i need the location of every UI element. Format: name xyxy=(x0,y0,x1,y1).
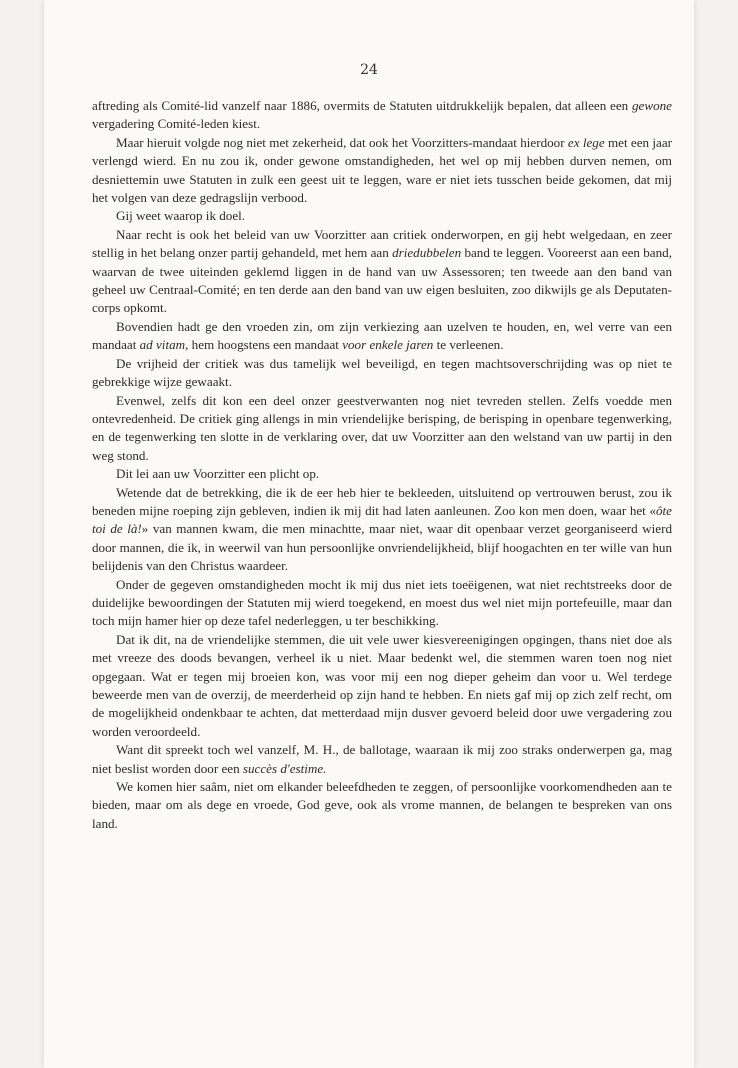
paragraph xyxy=(92,741,672,778)
text-run: Wetende dat de betrekking, die ik de eer heb hier te bekleeden, uitsluitend op vertrouwen berust, zou ik beneden mijne roeping zijn gebleven, indien ik mij dit had laten aanleunen. Zoo kon men doen, waar het « xyxy=(92,484,672,518)
italic-run: voor enkele jaren xyxy=(342,337,434,353)
paragraph xyxy=(92,355,672,392)
body-text xyxy=(92,97,672,833)
text-run: Naar recht is ook het beleid van uw Voorzitter aan critiek onderworpen, en gij hebt welgedaan, en zeer stellig in het belang onzer partij gehandeld, met hem aan xyxy=(92,226,672,261)
text-run: Evenwel, zelfs dit kon een deel onzer geestverwanten nog niet tevreden stellen. Zelfs voedde men ontevredenheid. De critiek ging allengs in min vriendelijke berisping, de berisping in openbare tegenwerking, en de tegenwerking ten slotte in de verklaring over, dat uw Voorzitter aan den welstand van uw partij in den weg stond. xyxy=(92,392,672,463)
paragraph xyxy=(92,134,672,208)
italic-run: driedubbelen xyxy=(392,245,462,261)
text-run: Gij weet waarop ik doel. xyxy=(116,208,246,224)
page-number: 24 xyxy=(360,62,378,78)
paragraph xyxy=(92,778,672,833)
text-run: te verleenen. xyxy=(433,337,504,353)
italic-run: succès d'estime. xyxy=(242,760,327,776)
text-run: Dat ik dit, na de vriendelijke stemmen, die uit vele uwer kiesvereenigingen opgingen, thans niet doe als met vreeze des doods bevangen, verheel ik u niet. Maar bedenkt wel, die stemmen waren toen nog niet opgegaan. Wat er tegen mij broeien kon, was voor mij een nog dieper geheim dan voor u. Wel terdege beweerde men van de overzij, de meerderheid op zijn hand te hebben. En niets gaf mij op zich zelf recht, om de mogelijkheid ondenkbaar te achten, dat metterdaad mijn dusver gevoerd beleid door uwe vergadering zou worden veroordeeld. xyxy=(92,631,672,739)
paragraph xyxy=(92,392,672,466)
paragraph xyxy=(92,226,672,318)
text-run: band te leggen. Vooreerst aan een band, waarvan de twee uiteinden geklemd liggen in de hand van uw Assessoren; ten tweede aan den band van geheel uw Centraal-Comité; en ten derde aan den band van uw eigen besluiten, zoo dikwijls ge als Deputaten-corps opkomt. xyxy=(92,245,672,316)
italic-run: ex lege xyxy=(567,134,605,150)
text-run: , hem hoogstens een mandaat xyxy=(185,337,343,353)
paragraph xyxy=(92,318,672,355)
italic-run: gewone xyxy=(632,98,672,113)
text-run: De vrijheid der critiek was dus tamelijk wel beveiligd, en tegen machtsoverschrijding was op niet te gebrekkige wijze gewaakt. xyxy=(92,355,672,390)
paragraph xyxy=(92,207,672,225)
text-run: Want dit spreekt toch wel vanzelf, M. H., de ballotage, waaraan ik mij zoo straks onderwerpen ga, mag niet beslist worden door een xyxy=(92,742,672,776)
text-run: aftreding als Comité-lid vanzelf naar 1886, overmits de Statuten uitdrukkelijk bepalen, dat alleen een xyxy=(92,98,632,113)
text-run: Bovendien hadt ge den vroeden zin, om zijn verkiezing aan uzelven te houden, en, wel verre van een mandaat xyxy=(92,318,672,353)
text-run: Dit lei aan uw Voorzitter een plicht op. xyxy=(116,466,320,482)
text-run: We komen hier saâm, niet om elkander beleefdheden te zeggen, of persoonlijke voorkomendheden aan te bieden, maar om als dege en vroede, God geve, ook als vrome mannen, de belangen te bespreken van ons land. xyxy=(92,779,672,831)
italic-run: ad vitam xyxy=(139,337,186,353)
text-run: » van mannen kwam, die men minachtte, maar niet, waar dit openbaar verzet georganiseerd wierd door mannen, die ik, in weerwil van hun persoonlijke onvriendelijkheid, blijf hoogachten en ter wille van hun belijdenis van den Christus waardeer. xyxy=(92,521,672,574)
text-run: Onder de gegeven omstandigheden mocht ik mij dus niet iets toeëigenen, wat niet rechtstreeks door de duidelijke bewoordingen der Statuten mij wierd toegekend, en moest dus wel niet mijn portefeuille, maar dan toch mijn hamer hier op deze tafel nederleggen, u ter beschikking. xyxy=(92,576,672,629)
paragraph xyxy=(92,631,672,741)
italic-run: ôte toi de là! xyxy=(92,502,672,537)
paragraph xyxy=(92,484,672,576)
text-run: met een jaar verlengd wierd. En nu zou ik, onder gewone omstandigheden, het wel op mij hebben durven nemen, om desniettemin uwe Statuten in zulk een geest uit te leggen, ware er niet iets tusschen beide gekomen, dat mij het volgen van deze gedragslijn verbood. xyxy=(92,134,672,206)
paragraph xyxy=(92,576,672,631)
text-run: Maar hieruit volgde nog niet met zekerheid, dat ook het Voorzitters-mandaat hierdoor xyxy=(116,134,568,150)
book-page xyxy=(44,0,694,1068)
paragraph xyxy=(92,97,672,134)
text-run: vergadering Comité-leden kiest. xyxy=(92,116,261,132)
paragraph xyxy=(92,465,672,483)
